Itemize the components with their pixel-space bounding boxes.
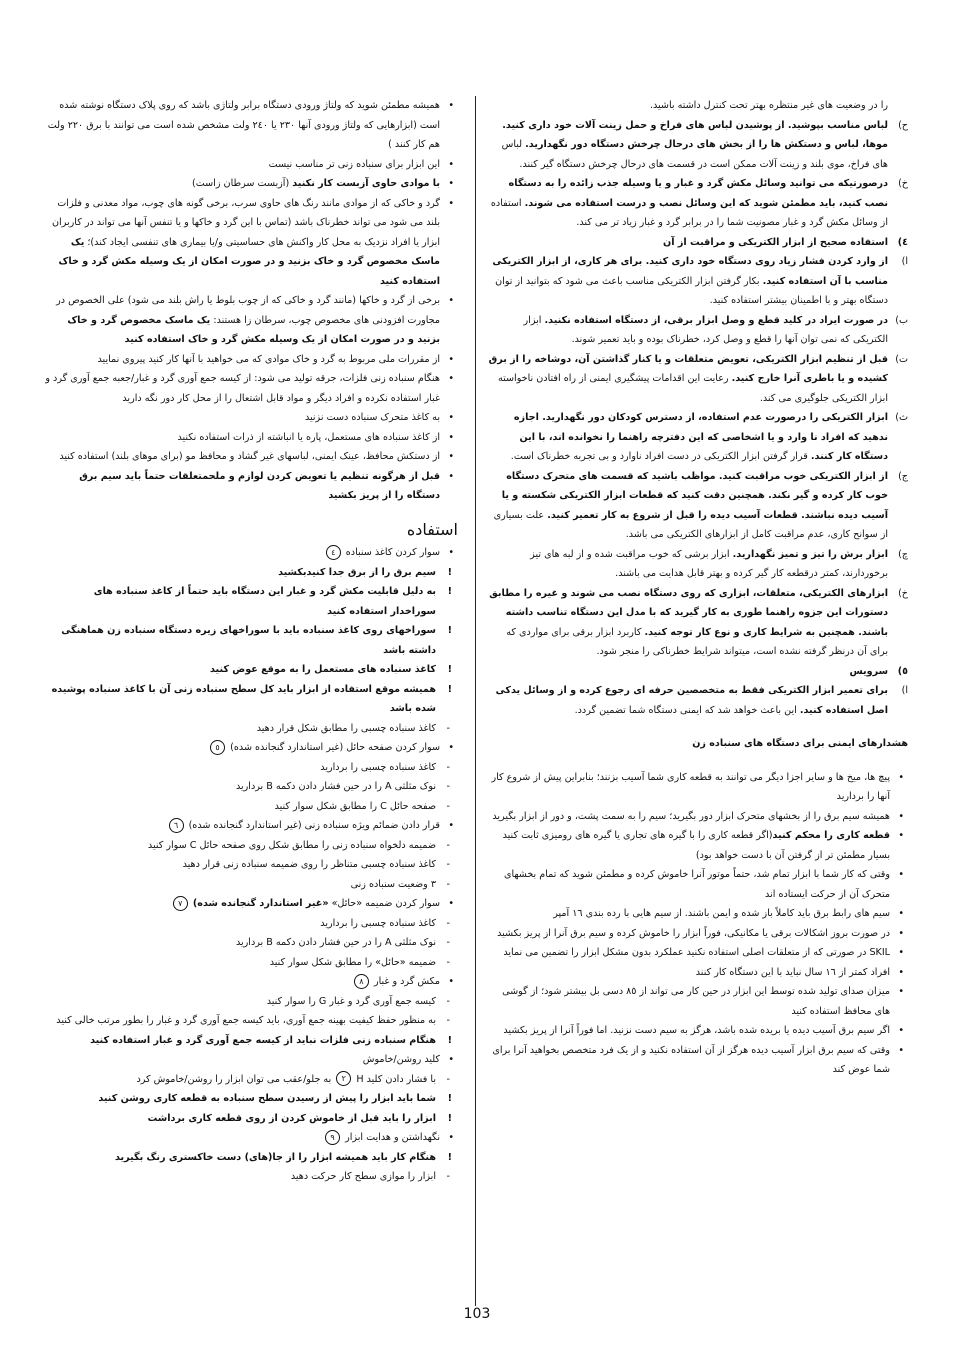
bullet-text: سیم های رابط برق باید کاملاً باز شده و ایمن باشند. از سیم هایی با رده بندی ١٦ آمپر: [553, 908, 890, 919]
item-t: ت) قبل از تنظیم ابزار الکتریکی، تعویض متعلقات و یا کنار گذاشتن آن، دوشاخه را از برق کشیده و یا باطری آنرا خارج کنید. رعایت این اقدامات پیشگیری ایمنی از راه افتادن ناخواسته ابزار الکتریکی جلوگیری می کند.: [488, 353, 908, 404]
figure-number-icon: ٢: [336, 1071, 351, 1086]
warning-item: ! ابزار را باید قبل از خاموش کردن از روی قطعه کاری برداشت: [45, 1109, 458, 1129]
accessory-item: • قرار دادن ضمائم ویژه سنباده زنی (غیر استاندارد گنجانده شده) ٦: [45, 816, 458, 836]
bullet-bold: با موادی حاوی آزبست کار نکنید: [292, 178, 440, 189]
item-h2: خ) ابزارهای الکتریکی، متعلقات، ابزاری که روی دستگاه نصب می شوند و غیره را مطابق دستورات این جزوه راهنما طوری به کار گیرید که با مدل این دستگاه تناسب داشته باشند. همچنین به شرایط کاری و نوع کار توجه کنید. کاربرد ابزار برقی برای مواردی که برای آن درنظر گرفته نشده است، میتواند شرایط خطرناکی را منجر شود.: [489, 587, 908, 657]
bullet-item: [488, 865, 908, 904]
pad-steps: [45, 758, 458, 817]
bullet-text: گرد و خاکی که از موادی مانند رنگ های حاوی سرب، برخی گونه های چوب، مواد معدنی و فلزات بلند می شود می تواند خطرناک باشد (تماس با این گرد و خاکها و یا تنفس آنها می تواند در کاربران ابزار یا افراد نزدیک به محل کار واکنش های حساسیتی و/یا بیماری های تنفسی ایجاد کند)؛: [52, 197, 440, 248]
item-a: ا) از وارد کردن فشار زیاد روی دستگاه خود داری کنید. برای هر کاری، از ابزار الکتریکی مناسب با آن استفاده کنید. بکار گرفتن ابزار الکتریکی مناسب باعث می شود که بتوانید از توان دستگاه بهتر و با اطمینان بیشتر استفاده کنید.: [492, 256, 908, 306]
figure-number-icon: ٧: [173, 896, 188, 911]
bullet-text: در صورت بروز اشکالات برقی یا مکانیکی، فوراً ابزار را خاموش کرده و سیم برق آنرا از پریز بکشید: [497, 927, 890, 939]
step-item: - کاغذ سنباده چسبی متناظر را روی ضمیمه سنباده زنی قرار دهید: [45, 855, 458, 875]
bullet-item: [488, 1041, 908, 1080]
bullet-item: [488, 826, 908, 865]
warning-item: ! همیشه موقع استفاده از ابزار باید کل سطح سنباده زنی آن با کاغذ سنباده پوشیده شده باشد: [45, 680, 458, 719]
left-column: [45, 96, 458, 1187]
bullet-text: پیچ ها، میخ ها و سایر اجزا دیگر می توانند به قطعه کاری شما آسیب بزنند؛ بنابراین پیش از شروع کار آنها را بردارید: [491, 771, 890, 802]
bullet-bold-tail: یک ماسک مخصوص گرد و خاک بزنید و در صورت امکان از یک وسیله مکش گرد و خاک استفاده کنید: [58, 236, 440, 287]
warning-item: ! به دلیل قابلیت مکش گرد و غبار این دستگاه باید حتماً از کاغذ سنباده های سوراخدار استفاده کنید: [45, 582, 458, 621]
bullet-item: [488, 963, 908, 983]
step-item: - ضمیمه «حائل» را مطابق شکل سوار کنید: [45, 953, 458, 973]
column-divider: [475, 96, 476, 1306]
warnings-title: هشدارهای ایمنی برای دستگاه های سنباده زن: [692, 738, 908, 749]
figure-number-icon: ٩: [325, 1130, 340, 1145]
page-number: 103: [463, 1306, 491, 1322]
section-5-title: ٥) سرویس: [849, 665, 908, 677]
bullet-text: وقتی که سیم برق ابزار آسیب دیده هرگز از آن استفاده نکنید و از یک فرد متخصص بخواهید آنرا برای شما عوض کند: [492, 1044, 890, 1075]
figure-number-icon: ٨: [354, 974, 369, 989]
figure-number-icon: ٦: [169, 818, 184, 833]
attachment-item: • سوار کردن ضمیمه «حائل» «غیر استاندارد گنجانده شده) ٧: [45, 894, 458, 914]
bullet-item: [488, 943, 908, 963]
step-item: - کاغذ سنباده چسبی را بردارید: [45, 758, 458, 778]
bullet-item: [488, 904, 908, 924]
bullet-text: این ابزار برای سنباده زنی تر مناسب نیست: [268, 158, 440, 170]
switch-step: - با فشار دادن کلید H ٢ به جلو/عقب می توان ابزار را روشن/خاموش کرد: [45, 1070, 458, 1090]
bullet-bold: قطعه کاری را محکم کنید: [772, 830, 890, 841]
bullet-text: هنگام سنباده زنی فلزات، جرقه تولید می شود: از کیسه جمع آوری گرد و غبار/جعبه جمع آوری گرد و غبار استفاده نکرده و افراد دیگر و مواد قابل اشتعال را از محل کار دور نگه دارید: [45, 373, 440, 404]
item-ch: چ) ابزار برش را تیز و تمیز نگهدارید. ابزار برشی که خوب مراقبت شده و از لبه های تیز برخوردارند، کمتر درقطعه کار گیر کرده و بهتر قابل هدایت می باشند.: [530, 548, 908, 579]
bullet-text: همیشه مطمئن شوید که ولتاژ ورودی دستگاه برابر ولتاژی باشد که روی پلاک دستگاه نوشته شده است (ابزارهایی که ولتاژ ورودی آنها ٢٣٠ یا ٢٤٠ ولت مشخص شده است می توانند با برق ٢٢٠ ولت هم کار کنند ): [47, 100, 440, 150]
bullet-text: (اگر قطعه کاری را با گیره های تجاری یا گیره های رومیزی ثابت کنید بسیار مطمئن تر از گرفتن آن با دست خواهد بود): [502, 830, 890, 861]
section-4-title: ٤) استفاده صحیح از ابزار الکتریکی و مراقبت از آن: [663, 236, 908, 248]
step-item: - کاغذ سنباده چسبی را بردارید: [45, 914, 458, 934]
bullet-text: از کاغذ سنباده های مستعمل، پاره یا انباشته از ذرات استفاده نکنید: [177, 431, 440, 443]
item-kh: خ) درصورتیکه می توانید وسائل مکش گرد و غبار و یا وسیله جذب زائده را به دستگاه نصب کنید، باید مطمئن شوید که این وسائل نصب و درست استفاده می شوند. استفاده از وسائل مکش گرد و غبار مصونیت شما را در برابر گرد و غبار زیاد تر می کند.: [490, 178, 908, 228]
bullet-text: به کاغذ متحرک سنباده دست نزنید: [304, 412, 440, 423]
bullet-item: [45, 428, 458, 448]
bullet-text: از دستکش محافظ، عینک ایمنی، لباسهای غیر گشاد و محافظ مو (برای موهای بلند) استفاده کنید: [59, 451, 440, 462]
step-item: - به منظور حفظ کیفیت بهینه جمع آوری، باید کیسه جمع آوری گرد و غبار را بطور مرتب خالی کنید: [45, 1011, 458, 1031]
bullet-item: [488, 807, 908, 827]
bullet-text: افراد کمتر از ١٦ سال نباید با این دستگاه کار کنند: [695, 966, 890, 978]
bullet-item: [488, 924, 908, 944]
accessory-steps: [45, 836, 458, 895]
bullet-text: وقتی که کار شما با ابزار تمام شد، حتماً موتور آنرا خاموش کرده و مطمئن شوید که تمام بخشهای متحرک آن از حرکت ایستاده اند: [503, 869, 890, 900]
bullet-text: SKIL در صورتی که از متعلقات اصلی استفاده نکنید عملکرد بدون مشکل ابزار را تضمین می نماید: [503, 947, 890, 958]
bullet-text: از مقررات ملی مربوط به گرد و خاک موادی که می خواهید با آنها کار کنید پیروی نمایید: [97, 353, 440, 365]
item-j: ج) از ابزار الکتریکی خوب مراقبت کنید. مواظب باشید که قسمت های متحرک دستگاه خوب کار کرده و گیر نکند. همچنین دقت کنید که قطعات ابزار الکتریکی شکسته و یا آسیب دیده نباشند. قطعات آسیب دیده را قبل از شروع به کار تعمیر کنید. علت بسیاری از سوانح کاری، عدم مراقبت کامل از ابزارهای الکتریکی می باشد.: [493, 470, 908, 540]
figure-number-icon: ٥: [210, 740, 225, 755]
hold-item: • نگهداشتن و هدایت ابزار ٩: [45, 1128, 458, 1148]
warning-item: ! شما باید ابزار را پیش از رسیدن سطح سنباده به قطعه کاری روشن کنید: [45, 1089, 458, 1109]
step-item: - صفحه حائل C را مطابق شکل سوار کنید: [45, 797, 458, 817]
usage-heading: استفاده: [406, 519, 458, 539]
warning-item: ! سیم برق را از برق جدا کنیدبکشید: [45, 563, 458, 583]
fit-warnings: [45, 563, 458, 719]
item-h: ح) لباس مناسب بپوشید. از پوشیدن لباس های فراخ و حمل زینت آلات خود داری کنید. موها، لباس و دستکش ها را از بخش های درحال چرخش دستگاه دور نگهدارید. لباس های فراخ، موی بلند و زینت آلات ممکن است در قسمت های درحال چرخش دستگاه گیر کنند.: [501, 119, 908, 170]
item-b: ب) در صورت ایراد در کلید قطع و وصل ابزار برقی، از دستگاه استفاده نکنید. ابزار الکتریکی که نمی توان آنها را قطع و وصل کرد، خطرناک بوده و باید تعمیر شوند.: [523, 314, 908, 345]
bullet-text: برخی از گرد و خاکها (مانند گرد و خاکی که از چوب بلوط یا راش بلند می شود) علی الخصوص در مجاورت افزودنی های مخصوص چوب، سرطان زا هستند:: [56, 295, 440, 326]
bullet-item: [45, 155, 458, 175]
fit-dash: - کاغذ سنباده چسبی را مطابق شکل قرار دهید: [45, 719, 458, 739]
bullet-item: [45, 467, 458, 506]
pad-item: • سوار کردن صفحه حائل (غیر استاندارد گنجانده شده) ٥: [45, 738, 458, 758]
bullet-item: [488, 768, 908, 807]
bullet-item: [45, 96, 458, 155]
switch-warnings: [45, 1089, 458, 1128]
bullet-item: [45, 194, 458, 292]
bullet-text: اگر سیم برق آسیب دیده یا بریده شده باشد، هرگز به سیم دست نزنید. اما فوراً آنرا از پریز بکشید: [503, 1025, 890, 1036]
bullet-item: [45, 369, 458, 408]
bullet-item: [45, 291, 458, 350]
attachment-steps: [45, 914, 458, 973]
bullet-bold: قبل از هرگونه تنظیم یا تعویض کردن لوازم و ملحمتعلقات حتماً باید سیم برق دستگاه را از پریز بکشید: [79, 470, 440, 501]
bullet-text: (آزبست سرطان زاست): [191, 178, 293, 189]
figure-number-icon: ٤: [326, 545, 341, 560]
bullet-item: [45, 447, 458, 467]
fit-sheet-item: • سوار کردن کاغذ سنباده ٤: [45, 543, 458, 563]
safety-bullets: [45, 96, 458, 506]
bullet-item: [488, 982, 908, 1021]
dust-steps: [45, 992, 458, 1031]
step-item: - ضمیمه دلخواه سنباده زنی را مطابق شکل روی صفحه حائل C سوار کنید: [45, 836, 458, 856]
item-th: ث) ابزار الکتریکی را درصورت عدم استفاده، از دسترس کودکان دور نگهدارید. اجازه ندهید که افراد نا وارد و یا اشخاصی که این دفترچه راهنما را نخوانده اند، با این دستگاه کار کنند. قرار گرفتن ابزار الکتریکی در دست افراد ناوارد و بی تجربه خطرناک است.: [510, 412, 908, 462]
bullet-item: [45, 350, 458, 370]
hold-warning: ! هنگام کار باید همیشه ابزار را از جا(های) دست خاکستری رنگ بگیرید: [45, 1148, 458, 1168]
warning-item: ! کاغذ سنباده های مستعمل را به موقع عوض کنید: [45, 660, 458, 680]
bullet-text: میزان صدای تولید شده توسط این ابزار در حین کار می تواند از ٨٥ دسی بل بیشتر شود؛ از گوشی های محافظ استفاده کنید: [502, 986, 890, 1017]
switch-item: • کلید روشن/خاموش: [45, 1050, 458, 1070]
step-item: - ٣ وضعیت سنباده زنی: [45, 875, 458, 895]
right-column: [488, 96, 908, 1080]
step-item: - کیسه جمع آوری گرد و غبار G را سوار کنید: [45, 992, 458, 1012]
dust-item: • مکش گرد و غبار ٨: [45, 972, 458, 992]
bullet-text: همیشه سیم برق را از بخشهای متحرک ابزار دور بگیرید؛ سیم را به سمت پشت، و دور از ابزار بگیرید: [492, 810, 890, 822]
bullet-item: [488, 1021, 908, 1041]
step-item: - نوک مثلثی A را در حین فشار دادن دکمه B بردارید: [45, 933, 458, 953]
warnings-list: [488, 768, 908, 1080]
bullet-item: [45, 174, 458, 194]
bullet-bold-tail: یک ماسک مخصوص گرد و خاک بزنید و در صورت امکان از یک وسیله مکش گرد و خاک استفاده کنید: [67, 314, 440, 345]
bullet-item: [45, 408, 458, 428]
dust-warning: ! هنگام سنباده زنی فلزات نباید از کیسه جمع آوری گرد و غبار استفاده کنید: [45, 1031, 458, 1051]
intro-tail: را در وضعیت های غیر منتظره بهتر تحت کنترل داشته باشید.: [649, 100, 888, 111]
item-a5: ا) برای تعمیر ابزار الکتریکی فقط به متخصصین حرفه ای رجوع کرده و از وسائل یدکی اصل استفاده کنید. این باعث خواهد شد که ایمنی دستگاه شما تضمین گردد.: [495, 685, 908, 716]
step-item: - نوک مثلثی A را در حین فشار دادن دکمه B بردارید: [45, 777, 458, 797]
warning-item: ! سوراخهای روی کاغذ سنباده باید با سوراخهای زیره دستگاه سنباده زن هماهنگی داشته باشد: [45, 621, 458, 660]
hold-step: - ابزار را موازی سطح کار حرکت دهید: [45, 1167, 458, 1187]
